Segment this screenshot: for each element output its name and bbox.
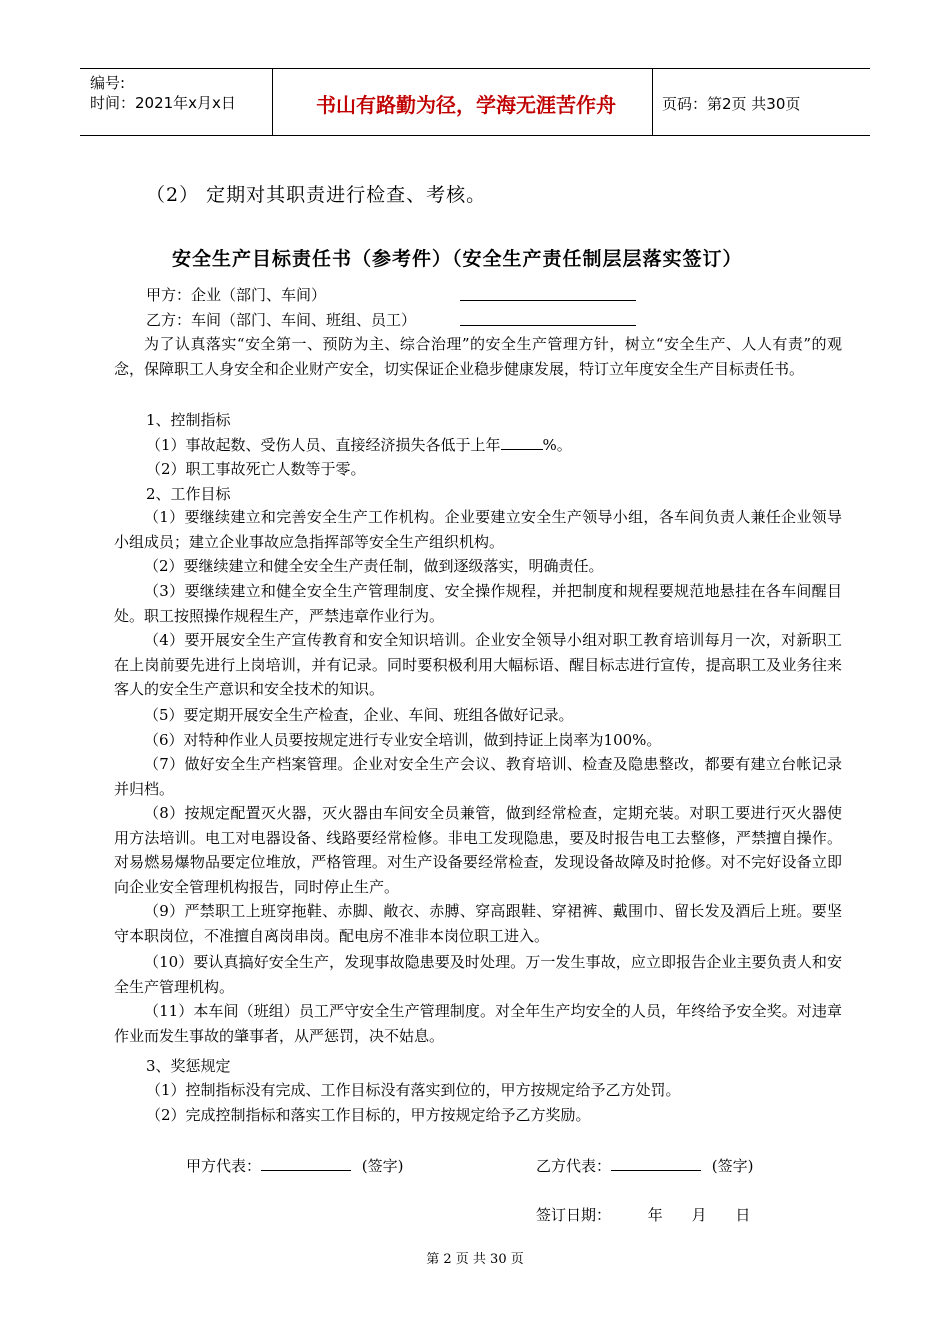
document-time: 时间：2021年x月x日 [90, 94, 236, 112]
party-a-blank [460, 286, 636, 301]
page-footer: 第 2 页 共 30 页 [426, 1252, 524, 1267]
section-1-heading: 1、控制指标 [146, 411, 231, 429]
section-3-item-1: （1）控制指标没有完成、工作目标没有落实到位的，甲方按规定给予乙方处罚。 [146, 1081, 681, 1099]
section-2-item: （7）做好安全生产档案管理。企业对安全生产会议、教育培训、检查及隐患整改，都要有建立台帐记录并归档。 [114, 755, 842, 798]
document-title: 安全生产目标责任书（参考件）（安全生产责任制层层落实签订） [172, 248, 743, 270]
party-b-signature-blank [611, 1156, 701, 1171]
party-b-signature [536, 1155, 754, 1176]
section-2-item: （10）要认真搞好安全生产，发现事故隐患要及时处理。万一发生事故，应立即报告企业主要负责人和安全生产管理机构。 [114, 953, 842, 996]
section-1-item-1-suffix: %。 [542, 436, 572, 454]
party-b-line [146, 309, 416, 330]
signing-date [536, 1204, 750, 1225]
header-motto: 书山有路勤为径，学海无涯苦作舟 [316, 92, 616, 117]
header-page-info: 页码：第2页 共30页 [662, 94, 801, 113]
party-a-signature-blank [261, 1156, 351, 1171]
party-a-rep-label: 甲方代表： [186, 1157, 262, 1175]
header-divider [652, 69, 653, 135]
party-b-rep-label: 乙方代表： [536, 1157, 612, 1175]
party-a-label: 甲方：企业（部门、车间） [146, 286, 327, 304]
section-3-item-2: （2）完成控制指标和落实工作目标的，甲方按规定给予乙方奖励。 [146, 1106, 591, 1124]
party-b-label: 乙方：车间（部门、车间、班组、员工） [146, 311, 417, 329]
signing-date-label: 签订日期： [536, 1206, 612, 1224]
header-divider [272, 69, 273, 135]
party-a-sign-note: (签字) [361, 1157, 404, 1175]
page-header [80, 68, 870, 136]
percentage-blank [501, 435, 543, 450]
section-3-heading: 3、奖惩规定 [146, 1057, 231, 1075]
section-2-item: （2）要继续建立和健全安全生产责任制，做到逐级落实，明确责任。 [144, 557, 604, 575]
signing-date-month: 月 [691, 1206, 707, 1224]
section-2-item: （11）本车间（班组）员工严守安全生产管理制度。对全年生产均安全的人员，年终给予安全奖。对违章作业而发生事故的肇事者，从严惩罚，决不姑息。 [114, 1002, 842, 1045]
section-2-item: （5）要定期开展安全生产检查，企业、车间、班组各做好记录。 [144, 706, 574, 724]
document-number-label: 编号: [90, 74, 126, 92]
section-2-item: （4）要开展安全生产宣传教育和安全知识培训。企业安全领导小组对职工教育培训每月一次，对新职工在上岗前要先进行上岗培训，并有记录。同时要积极利用大幅标语、醒目标志进行宣传，提高职工及业务往来客人的安全生产意识和安全技术的知识。 [114, 631, 842, 698]
section-1-item-1 [146, 434, 572, 455]
party-b-sign-note: (签字) [711, 1157, 754, 1175]
section-2-item: （3）要继续建立和健全安全生产管理制度、安全操作规程，并把制度和规程要规范地悬挂在各车间醒目处。职工按照操作规程生产，严禁违章作业行为。 [114, 582, 842, 625]
section-2-item: （9）严禁职工上班穿拖鞋、赤脚、敞衣、赤膊、穿高跟鞋、穿裙裤、戴围巾、留长发及酒后上班。要坚守本职岗位，不准擅自离岗串岗。配电房不准非本岗位职工进入。 [114, 902, 842, 945]
signing-date-year: 年 [647, 1206, 663, 1224]
signing-date-day: 日 [735, 1206, 751, 1224]
header-meta [90, 73, 236, 113]
intro-line: （2） 定期对其职责进行检查、考核。 [146, 184, 487, 206]
section-1-item-1-text: （1）事故起数、受伤人员、直接经济损失各低于上年 [146, 436, 501, 454]
section-2-item: （1）要继续建立和完善安全生产工作机构。企业要建立安全生产领导小组，各车间负责人兼任企业领导小组成员；建立企业事故应急指挥部等安全生产组织机构。 [114, 508, 842, 551]
party-a-line [146, 284, 326, 305]
section-2-item: （6）对特种作业人员要按规定进行专业安全培训，做到持证上岗率为100%。 [144, 731, 662, 749]
section-1-item-2: （2）职工事故死亡人数等于零。 [146, 460, 366, 478]
section-2-item: （8）按规定配置灭火器，灭火器由车间安全员兼管，做到经常检查，定期充装。对职工要进行灭火器使用方法培训。电工对电器设备、线路要经常检修。非电工发现隐患，要及时报告电工去整修，严禁擅自操作。对易燃易爆物品要定位堆放，严格管理。对生产设备要经常检查，发现设备故障及时抢修。对不完好设备立即向企业安全管理机构报告，同时停止生产。 [114, 804, 842, 896]
preamble: 为了认真落实“安全第一、预防为主、综合治理”的安全生产管理方针，树立“安全生产、人人有责”的观念，保障职工人身安全和企业财产安全，切实保证企业稳步健康发展，特订立年度安全生产目标责任书。 [114, 335, 842, 378]
party-a-signature [186, 1155, 404, 1176]
section-2-heading: 2、工作目标 [146, 485, 231, 503]
party-b-blank [460, 311, 636, 326]
